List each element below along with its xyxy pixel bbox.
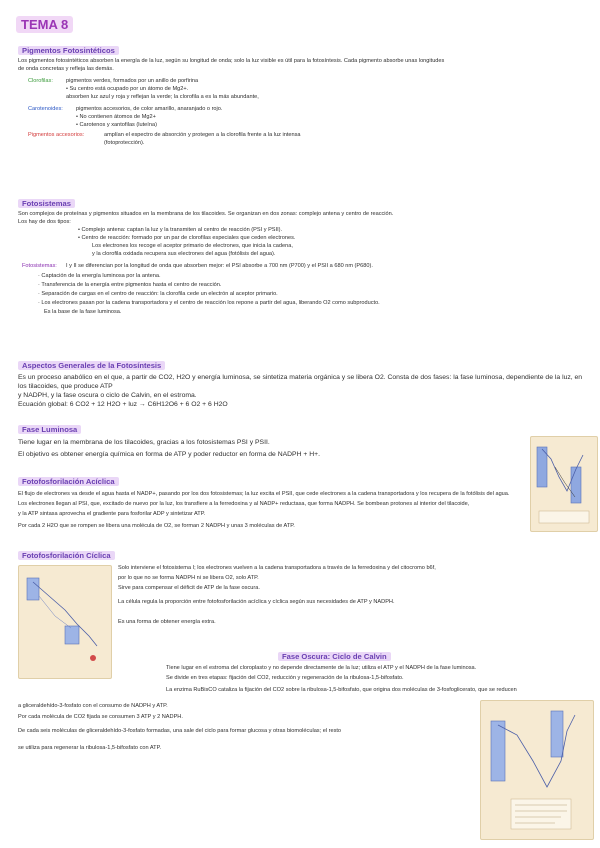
diagram-ciclica-svg <box>19 566 111 678</box>
calvin-p5: Por cada molécula de CO2 fijada se consumen 3 ATP y 2 NADPH. <box>18 714 183 720</box>
fotosistemas-l4: · Los electrones pasan por la cadena transportadora y el centro de reacción los repone a partir del agua, liberando O2 como subproducto. <box>38 300 380 306</box>
fotosistemas-b4: y la clorofila oxidada recupera sus electrones del agua (fotólisis del agua). <box>92 251 276 257</box>
aciclica-p3: y la ATP sintasa aprovecha el gradiente para fosforilar ADP y sintetizar ATP. <box>18 511 206 517</box>
fotosistemas-l1: · Captación de la energía luminosa por la antena. <box>38 273 161 279</box>
diagram-box-psi-ciclico <box>65 626 79 644</box>
diagram-ciclo-calvin <box>480 700 594 840</box>
ciclica-p4: La célula regula la proporción entre fotofosforilación acíclica y cíclica según sus necesidades de ATP y NADPH. <box>118 599 395 605</box>
ciclica-p5: Es una forma de obtener energía extra. <box>118 619 216 625</box>
pigmentos-intro-1: Los pigmentos fotosintéticos absorben la energía de la luz, según su longitud de onda; solo la luz visible es útil para la fotosíntesis. Cada pigmento absorbe unas longitudes <box>18 58 445 64</box>
fase-luminosa-p1: Tiene lugar en la membrana de los tilacoides, gracias a los fotosistemas PSI y PSII. <box>18 439 270 446</box>
fotosistemas-b3: Los electrones los recoge el aceptor primario de electrones, que inicia la cadena, <box>92 243 293 249</box>
clorofila-1: pigmentos verdes, formados por un anillo de porfirina <box>66 78 199 84</box>
aciclica-p2: Los electrones llegan al PSI, que, excitado de nuevo por la luz, los transfiere a la ferredoxina y al NADP+ reductasa, que forma NADPH. Se bombean protones al interior del tilacoide, <box>18 501 470 507</box>
clorofila-label: Clorofilas: <box>28 78 53 84</box>
fotosistemas-tipos-label: Fotosistemas: <box>22 263 57 269</box>
otros-pigmentos-2: (fotoprotección). <box>104 140 145 146</box>
heading-aspectos-generales: Aspectos Generales de la Fotosíntesis <box>18 361 165 370</box>
aspectos-p2: y NADPH, y la fase oscura o ciclo de Calvin, en el estroma. <box>18 392 197 399</box>
aspectos-p1: Es un proceso anabólico en el que, a partir de CO2, H2O y energía luminosa, se sintetiza materia orgánica y se libera O2. Consta de dos fases: la fase luminosa, dependiente de la luz, en los tilacoides, que produce ATP <box>18 374 583 390</box>
heading-fotofosforilacion-ciclica: Fotofosforilación Cíclica <box>18 551 115 560</box>
calvin-p7: se utiliza para regenerar la ribulosa-1,5-bifosfato con ATP. <box>18 745 162 751</box>
aciclica-p4: Por cada 2 H2O que se rompen se libera una molécula de O2, se forman 2 NADPH y unas 3 moléculas de ATP. <box>18 523 295 529</box>
fotosistemas-l3: · Separación de cargas en el centro de reacción: la clorofila cede un electrón al aceptor primario. <box>38 291 278 297</box>
calvin-p4: a gliceraldehído-3-fosfato con el consumo de NADPH y ATP. <box>18 703 168 709</box>
fase-luminosa-p2: El objetivo es obtener energía química en forma de ATP y poder reductor en forma de NADPH + H+. <box>18 451 320 458</box>
heading-ciclo-calvin: Fase Oscura: Ciclo de Calvin <box>278 652 391 661</box>
diagram-punto-atp <box>90 655 96 661</box>
aspectos-p3: Ecuación global: 6 CO2 + 12 H2O + luz → C6H12O6 + 6 O2 + 6 H2O <box>18 401 228 408</box>
page-title: TEMA 8 <box>16 16 73 33</box>
ciclica-p3: Sirve para compensar el déficit de ATP de la fase oscura. <box>118 585 260 591</box>
diagram-box-calvin-izq <box>491 721 505 781</box>
diagram-calvin-leyenda <box>511 799 571 829</box>
fotosistemas-b2: • Centro de reacción: formado por un par de clorofilas especiales que ceden electrones. <box>78 235 296 241</box>
calvin-p1: Tiene lugar en el estroma del cloroplasto y no depende directamente de la luz; utiliza el ATP y el NADPH de la fase luminosa. <box>166 665 477 671</box>
diagram-box-calvin-der <box>551 711 563 757</box>
otros-pigmentos-1: amplían el espectro de absorción y protegen a la clorofila frente a la luz intensa <box>104 132 301 138</box>
fotosistemas-p1b: Los hay de dos tipos: <box>18 219 71 225</box>
diagram-legend <box>539 511 589 523</box>
otros-pigmentos-label: Pigmentos accesorios: <box>28 132 85 138</box>
aciclica-p1: El flujo de electrones va desde el agua hasta el NADP+, pasando por los dos fotosistemas; la luz excita el PSII, que cede electrones a la cadena transportadora y los recupera de la fotólisis del agua. <box>18 491 510 497</box>
heading-fase-luminosa: Fase Luminosa <box>18 425 81 434</box>
diagram-cadena-electrones <box>530 436 598 532</box>
heading-pigmentos: Pigmentos Fotosintéticos <box>18 46 119 55</box>
carotenoides-2: • No contienen átomos de Mg2+ <box>76 114 156 120</box>
diagram-cadena-electrones-svg <box>531 437 597 531</box>
carotenoides-3: • Carotenos y xantofilas (luteína) <box>76 122 157 128</box>
calvin-p3: La enzima RuBisCO cataliza la fijación del CO2 sobre la ribulosa-1,5-bifosfato, que origina dos moléculas de 3-fosfoglicerato, que se reducen <box>166 687 517 693</box>
carotenoides-1: pigmentos accesorios, de color amarillo, anaranjado o rojo. <box>76 106 223 112</box>
carotenoides-label: Carotenoides: <box>28 106 63 112</box>
fotosistemas-b1: • Complejo antena: captan la luz y la transmiten al centro de reacción (PSI y PSII). <box>78 227 283 233</box>
calvin-p6: De cada seis moléculas de gliceraldehído-3-fosfato formadas, una sale del ciclo para formar glucosa y otras biomoléculas; el resto <box>18 728 342 734</box>
diagram-fotofosforilacion-ciclica <box>18 565 112 679</box>
fotosistemas-tipos: I y II se diferencian por la longitud de onda que absorben mejor: el PSI absorbe a 700 nm (P700) y el PSII a 680 nm (P680). <box>66 263 373 269</box>
diagram-box-psi <box>571 467 581 503</box>
diagram-calvin-svg <box>481 701 593 839</box>
ciclica-p1: Solo interviene el fotosistema I; los electrones vuelven a la cadena transportadora a través de la ferredoxina y del citocromo b6f, <box>118 565 436 571</box>
fotosistemas-l2: · Transferencia de la energía entre pigmentos hasta el centro de reacción. <box>38 282 222 288</box>
clorofila-3: absorben luz azul y roja y reflejan la verde; la clorofila a es la más abundante, <box>66 94 259 100</box>
calvin-p2: Se divide en tres etapas: fijación del CO2, reducción y regeneración de la ribulosa-1,5-bifosfato. <box>166 675 404 681</box>
fotosistemas-p1: Son complejos de proteínas y pigmentos situados en la membrana de los tilacoides. Se organizan en dos zonas: complejo antena y centro de reacción. <box>18 211 394 217</box>
fotosistemas-l5: Es la base de la fase luminosa. <box>44 309 122 315</box>
diagram-calvin-path <box>498 715 575 787</box>
ciclica-p2: por lo que no se forma NADPH ni se libera O2, solo ATP. <box>118 575 259 581</box>
pigmentos-intro-2: de onda concretas y refleja las demás. <box>18 66 114 72</box>
clorofila-2: • Su centro está ocupado por un átomo de Mg2+. <box>66 86 189 92</box>
diagram-box-ferredoxina <box>27 578 39 600</box>
heading-fotofosforilacion-aciclica: Fotofosforilación Acíclica <box>18 477 119 486</box>
heading-fotosistemas: Fotosistemas <box>18 199 75 208</box>
